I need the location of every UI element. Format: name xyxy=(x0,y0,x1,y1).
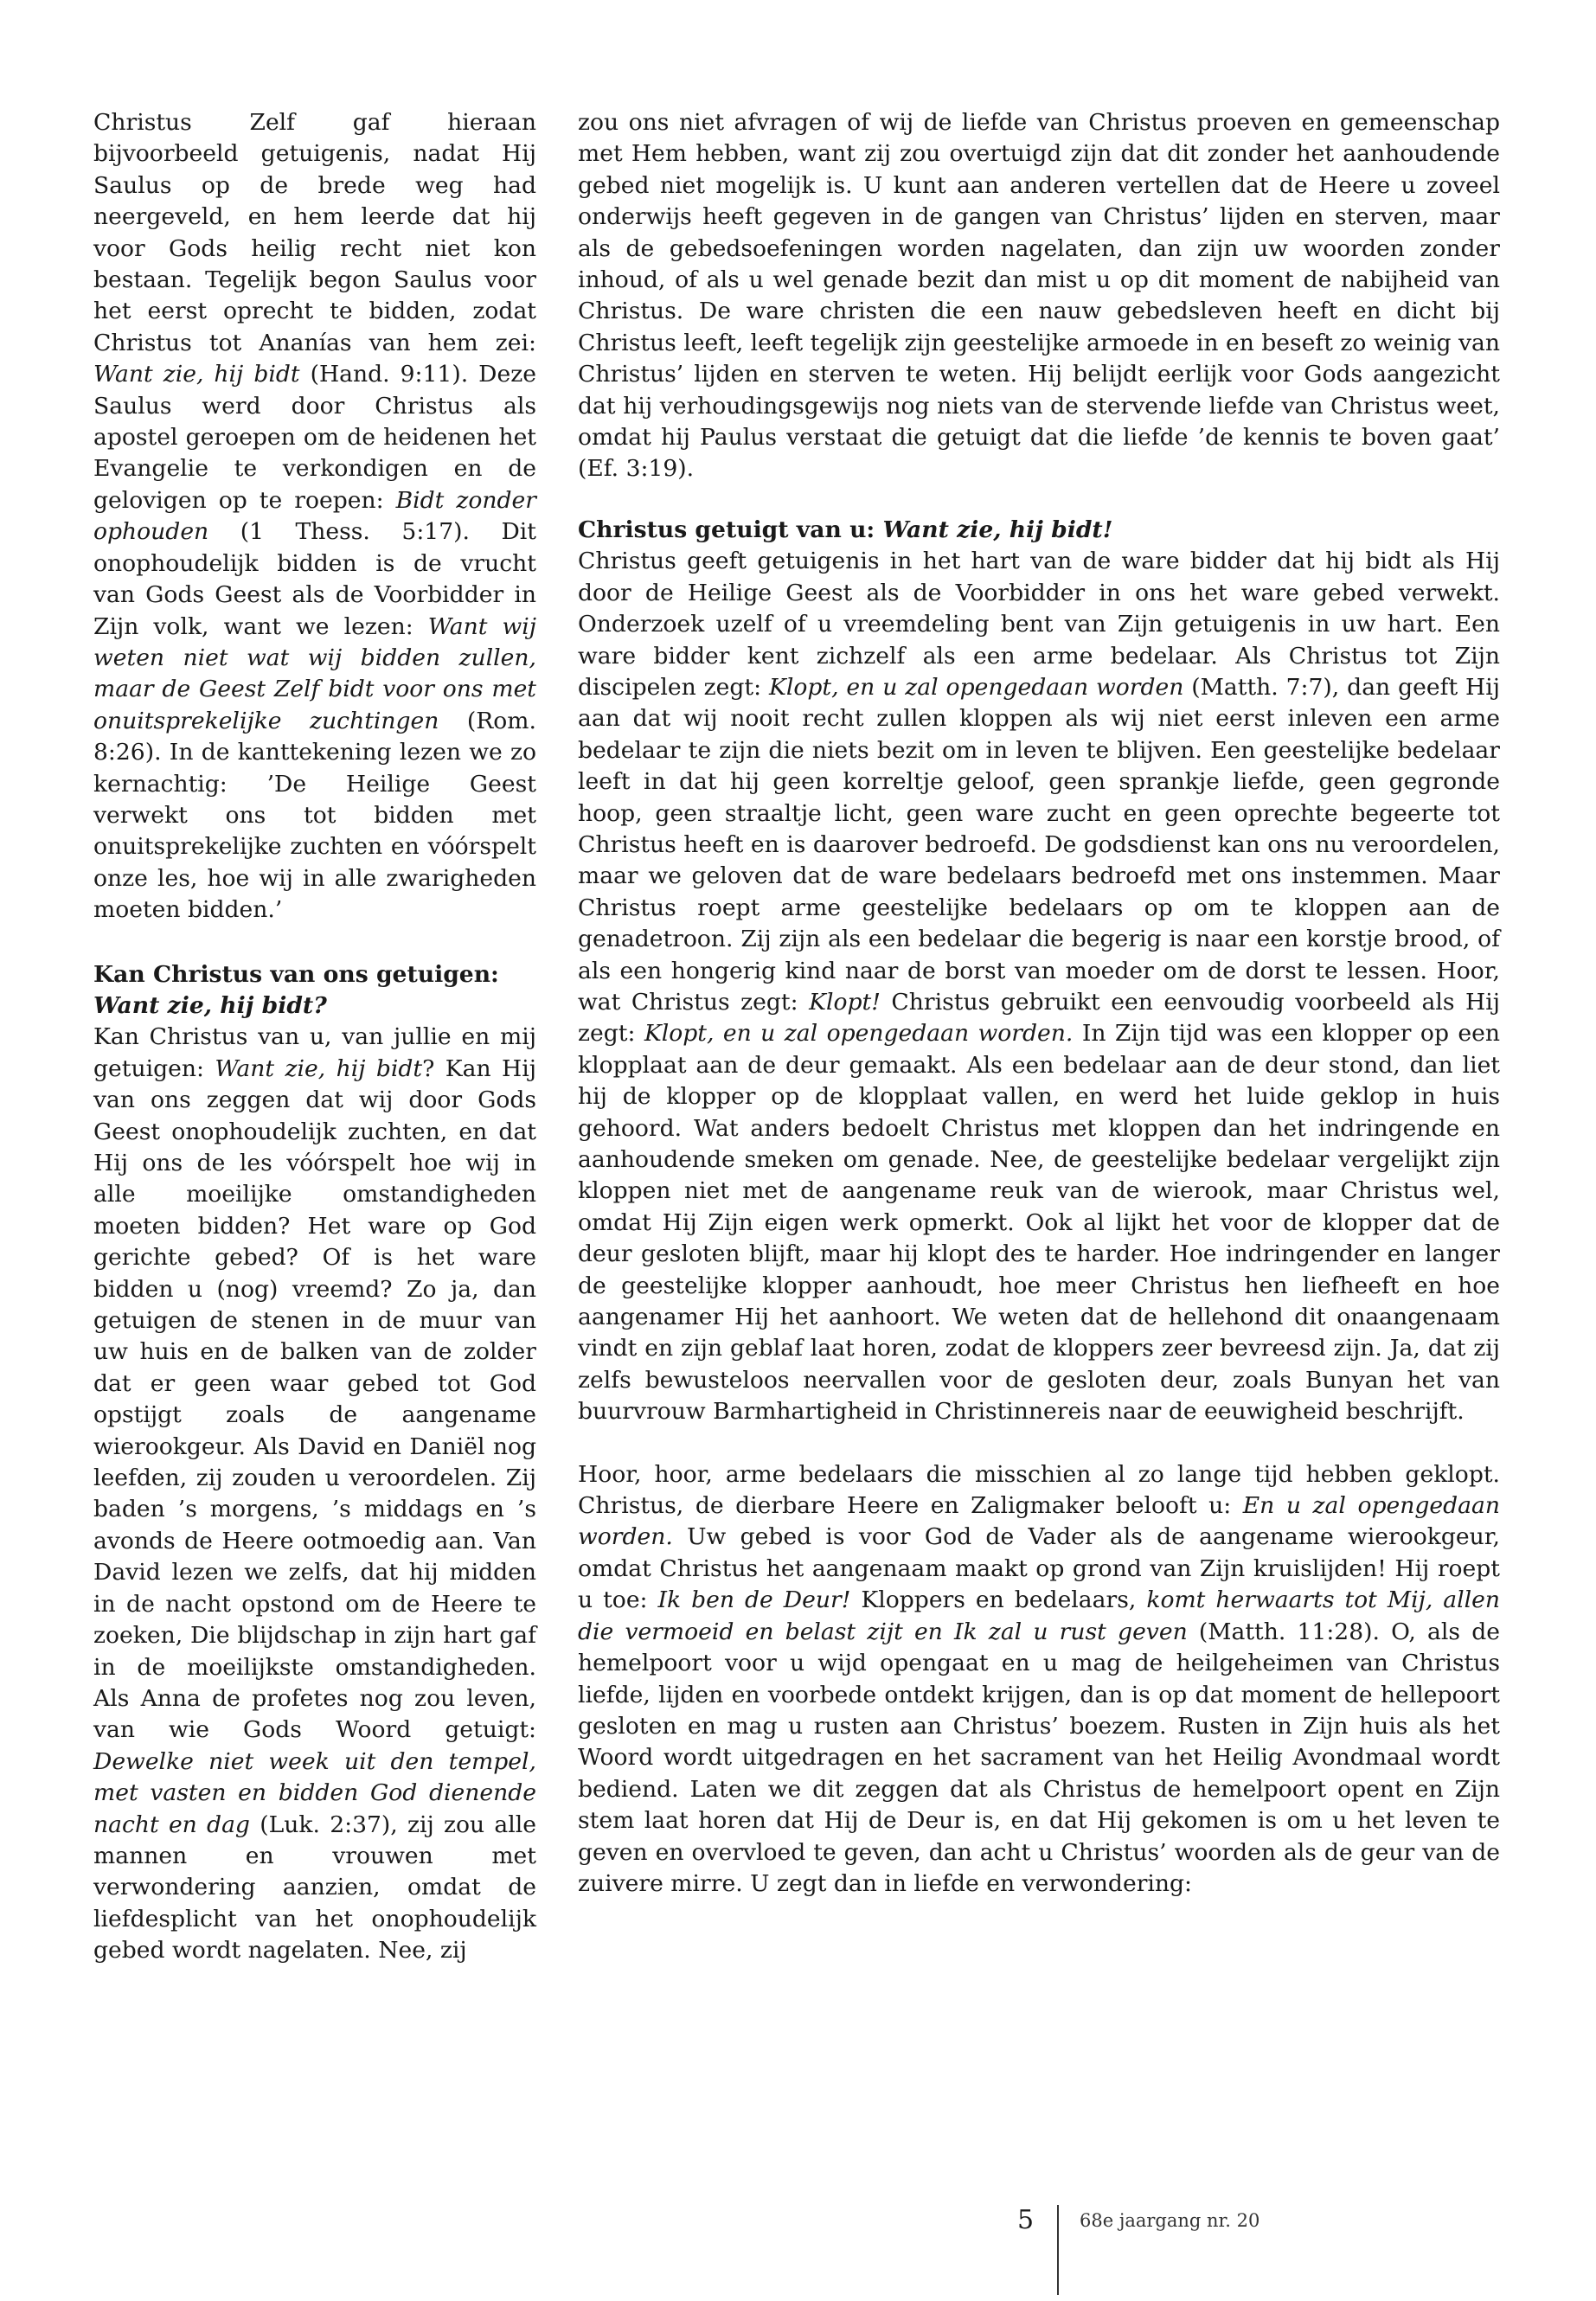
italic-quote: Ik ben de Deur! xyxy=(657,1586,851,1614)
text-run: (1 Thess. 5:17). Dit onophoudelijk bidden is de vrucht van Gods Geest als de Voorbidder in Zijn volk, want we lezen: xyxy=(93,518,536,640)
issue-label: 68e jaargang nr. 20 xyxy=(1080,2210,1260,2231)
text-run: Uw gebed is voor God de Vader als de aangename wierookgeur, omdat Christus het aangenaam maakt op grond van Zijn kruislijden! Hij roept u toe: xyxy=(578,1523,1500,1614)
text-run: Kloppers en bedelaars, xyxy=(850,1586,1147,1614)
page-footer xyxy=(0,2205,1596,2266)
italic-quote: Want zie, hij bidt xyxy=(93,361,300,388)
right-section-heading xyxy=(578,515,1500,546)
left-paragraph-1 xyxy=(93,107,536,926)
right-paragraph-1 xyxy=(578,107,1500,485)
italic-quote: Klopt, en u zal opengedaan worden xyxy=(768,673,1184,701)
text-run: Kan Christus van u, van jullie en mij getuigen: xyxy=(93,1023,536,1082)
heading-line: Kan Christus van ons getuigen: xyxy=(93,960,499,988)
text-run: Christus gebruikt een eenvoudig voorbeeld als Hij zegt: xyxy=(578,988,1500,1048)
left-section-heading xyxy=(93,959,536,1022)
italic-quote: komt herwaarts tot Mij, allen die vermoeid en belast zijt en Ik zal u rust geven xyxy=(578,1586,1501,1645)
text-run: (Hand. 9:11). Deze Saulus werd door Christus als apostel geroepen om de heidenen het Evangelie te verkondigen en de gelovigen op te roepen: xyxy=(93,361,536,514)
text-run: (Luk. 2:37), zij zou alle mannen en vrouwen met verwondering aanzien, omdat de liefdesplicht van het onophoudelijk gebed wordt nagelaten. Nee, zij xyxy=(93,1811,537,1965)
italic-quote: Want wij weten niet wat wij bidden zullen, maar de Geest Zelf bidt voor ons met onuitsprekelijke zuchtingen xyxy=(93,612,536,734)
page-number: 5 xyxy=(1017,2205,1035,2235)
italic-quote: Klopt! xyxy=(809,988,881,1016)
text-run: Christus geeft getuigenis in het hart van de ware bidder dat hij bidt als Hij door de Heilige Geest als de Voorbidder in ons het ware gebed verwekt. Onderzoek uzelf of u vreemdeling bent van Zijn getuigenis in uw hart. Een ware bidder kent zichzelf als een arme bedelaar. Als Christus tot Zijn discipelen zegt: xyxy=(578,548,1500,701)
text-run: Hoor, hoor, arme bedelaars die misschien al zo lange tijd hebben geklopt. Christus, de dierbare Heere en Zaligmaker belooft u: xyxy=(578,1460,1500,1520)
text-run: zou ons niet afvragen of wij de liefde van Christus proeven en gemeenschap met Hem hebben, want zij zou overtuigd zijn dat dit zonder het aanhoudende gebed niet mogelijk is. U kunt aan anderen vertellen dat de Heere u zoveel onderwijs heeft gegeven in de gangen van Christus’ lijden en sterven, maar als de gebedsoefeningen worden nagelaten, dan zijn uw woorden zonder inhoud, of als u wel genade bezit dan mist u op dit moment de nabijheid van Christus. De ware christen die een nauw gebedsleven heeft en dicht bij Christus leeft, leeft tegelijk zijn geestelijke armoede in en beseft zo weinig van Christus’ lijden en sterven te weten. Hij belijdt eerlijk voor Gods aangezicht dat hij verhoudingsgewijs nog niets van de stervende liefde van Christus weet, omdat hij Paulus verstaat die getuigt dat die liefde ’de kennis te boven gaat’ (Ef. 3:19). xyxy=(578,109,1501,483)
text-run: (Rom. 8:26). In de kanttekening lezen we zo kernachtig: ’De Heilige Geest verwekt ons tot bidden met onuitsprekelijke zuchten en vóórspelt onze les, hoe wij in alle zwarigheden moeten bidden.’ xyxy=(93,707,536,924)
left-column xyxy=(93,107,536,1967)
italic-quote: Klopt, en u zal opengedaan worden. xyxy=(644,1020,1074,1048)
text-run: In Zijn tijd was een klopper op een klopplaat aan de deur gemaakt. Als een bedelaar aan de deur stond, dan liet hij de klopper op de klopplaat vallen, en werd het luide geklop in huis gehoord. Wat anders bedoelt Christus met kloppen dan het indringende en aanhoudende smeken om genade. Nee, de geestelijke bedelaar vergelijkt zijn kloppen niet met de aangename reuk van de wierook, maar Christus wel, omdat Hij Zijn eigen werk opmerkt. Ook al lijkt het voor de klopper dat de deur gesloten blijft, maar hij klopt des te harder. Hoe indringender en langer de geestelijke klopper aanhoudt, hoe meer Christus hen liefheeft en hoe aangenamer Hij het aanhoort. We weten dat de hellehond dit onaangenaam vindt en zijn geblaf laat horen, zodat de kloppers zeer bevreesd zijn. Ja, dat zij zelfs bewusteloos neervallen voor de gesloten deur, zoals Bunyan het van buurvrouw Barmhartigheid in Christinnereis naar de eeuwigheid beschrijft. xyxy=(578,1020,1501,1426)
heading-italic-line: Want zie, hij bidt? xyxy=(93,991,327,1019)
italic-quote: Dewelke niet week uit den tempel, met vasten en bidden God dienende nacht en dag xyxy=(93,1747,536,1838)
right-column xyxy=(578,107,1500,1900)
italic-quote: Want zie, hij bidt xyxy=(215,1054,423,1082)
text-run: ? Kan Hij van ons zeggen dat wij door Gods Geest onophoudelijk zuchten, en dat Hij ons de les vóórspelt hoe wij in alle moeilijke omstandigheden moeten bidden? Het ware op God gerichte gebed? Of is het ware bidden u (nog) vreemd? Zo ja, dan getuigen de stenen in de muur van uw huis en de balken van de zolder dat er geen waar gebed tot God opstijgt zoals de aangename wierookgeur. Als David en Daniël nog leefden, zij zouden u veroordelen. Zij baden ’s morgens, ’s middags en ’s avonds de Heere ootmoedig aan. Van David lezen we zelfs, dat hij midden in de nacht opstond om de Heere te zoeken, Die blijdschap in zijn hart gaf in de moeilijkste omstandigheden. Als Anna de profetes nog zou leven, van wie Gods Woord getuigt: xyxy=(93,1054,536,1744)
text-run: Christus Zelf gaf hieraan bijvoorbeeld getuigenis, nadat Hij Saulus op de brede weg had neergeveld, en hem leerde dat hij voor Gods heilig recht niet kon bestaan. Tegelijk begon Saulus voor het eerst oprecht te bidden, zodat Christus tot Ananías van hem zei: xyxy=(93,109,536,356)
italic-quote: Bidt zonder ophouden xyxy=(93,486,537,546)
right-paragraph-3 xyxy=(578,1459,1500,1900)
text-run: (Matth. 7:7), dan geeft Hij aan dat wij nooit recht zullen kloppen als wij niet eerst inleven een arme bedelaar te zijn die niets bezit om in leven te blijven. Een geestelijke bedelaar leeft in dat hij geen korreltje geloof, geen sprankje liefde, geen gegronde hoop, geen straaltje licht, geen ware zucht en geen oprechte begeerte tot Christus heeft en is daarover bedroefd. De godsdienst kan ons nu veroordelen, maar we geloven dat de ware bedelaars bedroefd met ons instemmen. Maar Christus roept arme geestelijke bedelaars op om te kloppen aan de genadetroon. Zij zijn als een bedelaar die begerig is naar een korstje brood, of als een hongerig kind naar de borst van moeder om de dorst te lessen. Hoor, wat Christus zegt: xyxy=(578,673,1500,1016)
footer-divider xyxy=(1057,2205,1059,2295)
heading-plain: Christus getuigt van u: xyxy=(578,516,883,543)
left-paragraph-2 xyxy=(93,1022,536,1966)
heading-italic: Want zie, hij bidt! xyxy=(882,516,1113,543)
text-run: (Matth. 11:28). O, als de hemelpoort voor u wijd opengaat en u mag de heilgeheimen van Christus liefde, lijden en voorbede ontdekt krijgen, dan is op dat moment de hellepoort gesloten en mag u rusten aan Christus’ boezem. Rusten in Zijn huis als het Woord wordt uitgedragen en het sacrament van het Heilig Avondmaal wordt bediend. Laten we dit zeggen dat als Christus de hemelpoort opent en Zijn stem laat horen dat Hij de Deur is, en dat Hij gekomen is om u het leven te geven en overvloed te geven, dan acht u Christus’ woorden als de geur van de zuivere mirre. U zegt dan in liefde en verwondering: xyxy=(578,1618,1500,1897)
right-paragraph-2 xyxy=(578,546,1500,1427)
italic-quote: En u zal opengedaan worden. xyxy=(578,1492,1500,1551)
